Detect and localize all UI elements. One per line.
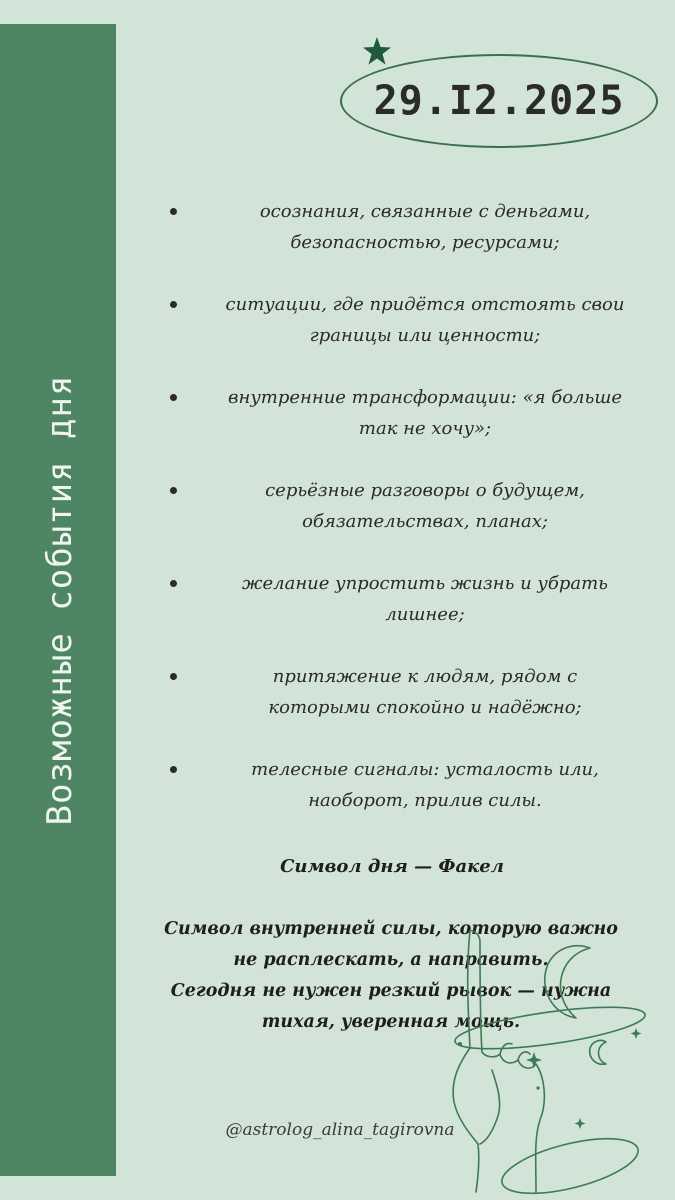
symbol-description-line: не расплескать, а направить. [233,950,549,970]
bullet-icon [170,208,177,215]
symbol-heading: Символ дня — Факел [280,856,504,877]
small-crescent-icon [590,1040,606,1064]
bullet-icon [170,673,177,680]
list-item-line: осознания, связанные с деньгами, [259,201,591,222]
bullet-icon [170,487,177,494]
author-handle: @astrolog_alina_tagirovna [225,1120,455,1140]
list-item-line: безопасностью, ресурсами; [290,232,560,253]
bullet-icon [170,301,177,308]
list-item-line: внутренние трансформации: «я больше [227,387,623,408]
list-item-line: серьёзные разговоры о будущем, [265,480,585,501]
sparkle-icon [526,1052,542,1068]
symbol-description [145,914,637,1038]
bullet-icon [170,580,177,587]
symbol-description-line: тихая, уверенная мощь. [261,1012,521,1032]
list-item-line: наоборот, прилив силы. [308,790,542,811]
list-item [160,568,650,630]
bullet-icon [170,394,177,401]
list-item-line: желание упростить жизнь и убрать [242,573,608,594]
list-item [160,661,650,723]
list-item-line: телесные сигналы: усталость или, [251,759,599,780]
symbol-description-line: Символ внутренней силы, которую важно [164,919,618,939]
list-item-line: лишнее; [385,604,465,625]
sidebar-title: Возможные события дня [40,374,80,826]
list-item-line: которыми спокойно и надёжно; [268,697,582,718]
date-text: 29.I2.2025 [373,78,625,124]
list-item [160,382,650,444]
list-item-line: ситуации, где придётся отстоять свои [225,294,625,315]
event-list [160,196,650,847]
list-item-line: обязательствах, планах; [302,511,548,532]
list-item [160,289,650,351]
list-item-line: границы или ценности; [309,325,541,346]
sparkle-icon [575,1118,586,1129]
list-item-line: так не хочу»; [358,418,492,439]
list-item-line: притяжение к людям, рядом с [272,666,578,687]
list-item [160,196,650,258]
list-item [160,475,650,537]
symbol-description-line: Сегодня не нужен резкий рывок — нужна [170,981,612,1001]
list-item [160,754,650,816]
bullet-icon [170,766,177,773]
